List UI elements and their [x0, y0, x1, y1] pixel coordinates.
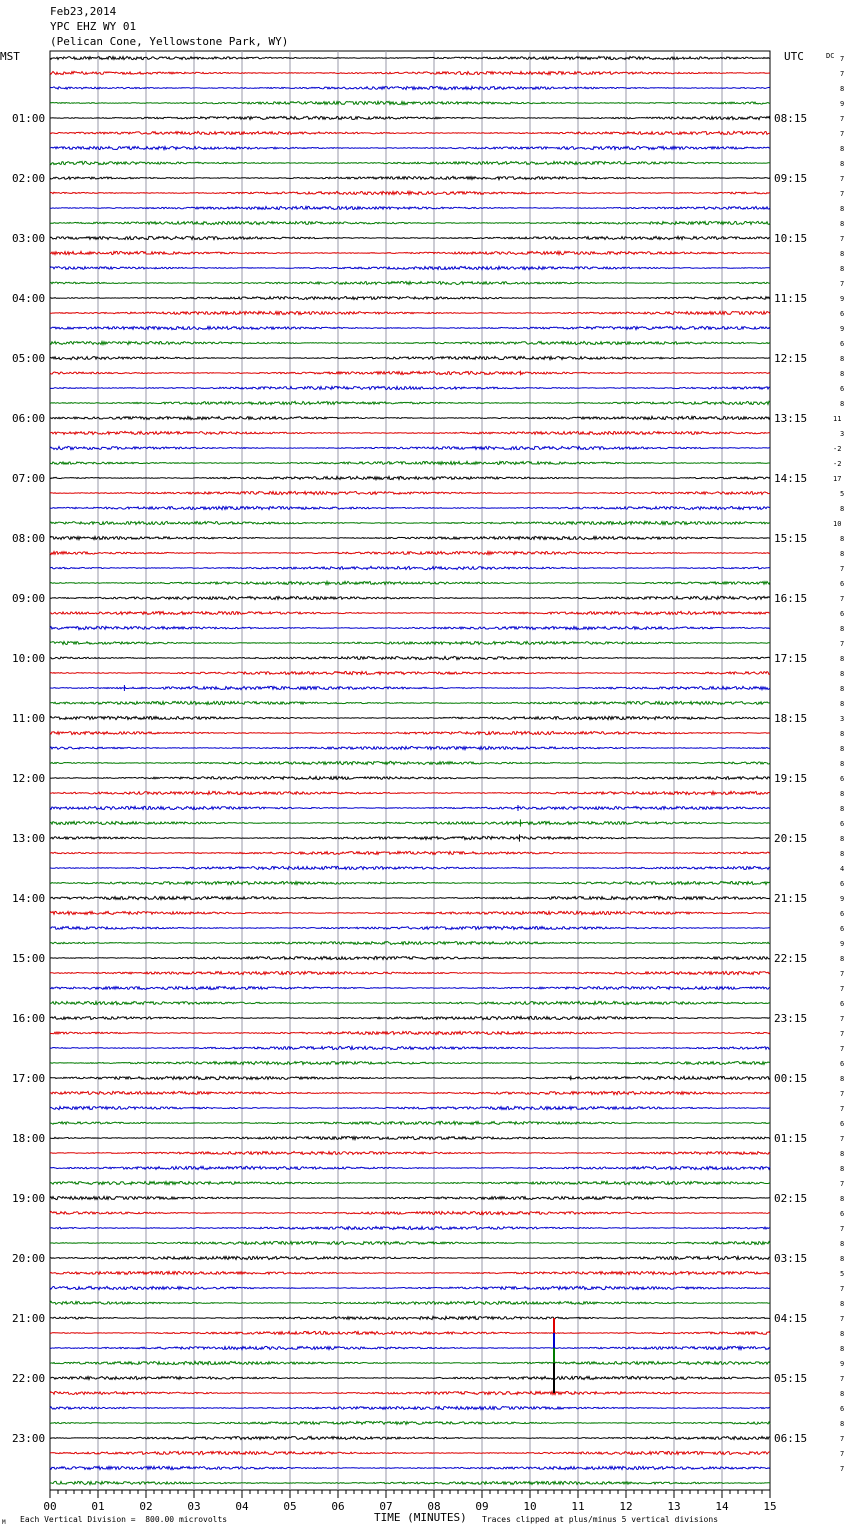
dc-offset-label: 5	[840, 490, 845, 498]
station-location: (Pelican Cone, Yellowstone Park, WY)	[50, 35, 289, 48]
seismic-trace	[50, 866, 770, 869]
dc-offset-label: 5	[840, 1270, 845, 1278]
seismic-trace	[50, 116, 770, 119]
dc-offset-label: 7	[840, 1435, 845, 1443]
dc-offset-label: -2	[833, 460, 842, 468]
seismic-trace	[50, 1407, 770, 1410]
mst-hour-label: 15:00	[12, 952, 46, 965]
x-tick-label: 04	[235, 1500, 249, 1513]
dc-offset-label: 8	[840, 550, 845, 558]
x-tick-label: 11	[571, 1500, 585, 1513]
seismic-trace	[50, 131, 770, 134]
x-axis-label: TIME (MINUTES)	[374, 1511, 467, 1524]
mst-hour-label: 01:00	[12, 112, 46, 125]
dc-offset-label: 7	[840, 1105, 845, 1113]
seismic-trace	[50, 506, 770, 509]
dc-offset-label: 10	[833, 520, 842, 528]
dc-offset-label: 7	[840, 1015, 845, 1023]
dc-offset-label: 8	[840, 400, 845, 408]
seismic-trace	[50, 266, 770, 269]
seismic-trace	[50, 1346, 770, 1349]
seismic-trace	[50, 236, 770, 239]
utc-hour-label: 08:15	[774, 112, 808, 125]
seismic-trace	[50, 791, 770, 794]
dc-offset-label: 8	[840, 685, 845, 693]
seismic-trace	[50, 491, 770, 494]
mst-hour-label: 04:00	[12, 292, 46, 305]
seismic-trace	[50, 371, 770, 374]
x-tick-label: 02	[139, 1500, 153, 1513]
seismic-trace	[50, 1451, 770, 1454]
seismic-trace	[50, 896, 770, 899]
dc-offset-label: 6	[840, 910, 845, 918]
mst-hour-label: 19:00	[12, 1192, 46, 1205]
utc-hour-label: 11:15	[774, 292, 808, 305]
x-tick-label: 12	[619, 1500, 633, 1513]
seismic-trace	[50, 191, 770, 194]
seismic-trace	[50, 161, 770, 164]
dc-offset-label: 8	[840, 1150, 845, 1158]
utc-hour-label: 05:15	[774, 1372, 808, 1385]
dc-offset-label: 8	[840, 505, 845, 513]
seismic-trace	[50, 146, 770, 149]
mst-hour-label: 11:00	[12, 712, 46, 725]
clip-note: Traces clipped at plus/minus 5 vertical divisions	[482, 1515, 719, 1524]
seismic-trace	[50, 56, 770, 59]
dc-offset-label: 8	[840, 760, 845, 768]
dc-offset-label: 6	[840, 820, 845, 828]
dc-offset-label: 7	[840, 1465, 845, 1473]
mst-hour-label: 08:00	[12, 532, 46, 545]
dc-offset-label: 8	[840, 220, 845, 228]
dc-offset-label: 7	[840, 235, 845, 243]
dc-offset-label: 11	[833, 415, 842, 423]
seismic-trace	[50, 611, 770, 614]
dc-offset-label: 6	[840, 925, 845, 933]
seismic-trace	[50, 101, 770, 104]
seismic-trace	[50, 1436, 770, 1439]
mst-hour-label: 14:00	[12, 892, 46, 905]
dc-offset-label: 3	[840, 430, 845, 438]
seismic-trace	[50, 221, 770, 224]
x-tick-label: 07	[379, 1500, 393, 1513]
dc-offset-label: 7	[840, 1045, 845, 1053]
seismic-trace	[50, 956, 770, 959]
dc-offset-label: 6	[840, 385, 845, 393]
seismic-trace	[50, 1376, 770, 1379]
dc-offset-label: 8	[840, 790, 845, 798]
dc-offset-label: 8	[840, 670, 845, 678]
seismic-trace	[50, 641, 770, 644]
utc-hour-label: 16:15	[774, 592, 808, 605]
utc-hour-label: 15:15	[774, 532, 808, 545]
dc-offset-label: 6	[840, 580, 845, 588]
mst-hour-label: 20:00	[12, 1252, 46, 1265]
dc-offset-label: 3	[840, 715, 845, 723]
utc-hour-label: 09:15	[774, 172, 808, 185]
mst-hour-label: 12:00	[12, 772, 46, 785]
seismic-trace	[50, 206, 770, 209]
seismic-trace	[50, 701, 770, 704]
dc-offset-label: 8	[840, 1420, 845, 1428]
seismic-trace	[50, 1331, 770, 1334]
mst-hour-label: 07:00	[12, 472, 46, 485]
mst-hour-label: 21:00	[12, 1312, 46, 1325]
dc-offset-label: 8	[840, 730, 845, 738]
seismic-trace	[50, 1421, 770, 1424]
seismic-trace	[50, 341, 770, 344]
dc-offset-label: 8	[840, 85, 845, 93]
seismic-trace	[50, 1241, 770, 1244]
mst-hour-label: 09:00	[12, 592, 46, 605]
dc-offset-label: 9	[840, 1360, 845, 1368]
mst-hour-label: 16:00	[12, 1012, 46, 1025]
seismic-trace	[50, 1016, 770, 1019]
dc-offset-label: 8	[840, 355, 845, 363]
dc-column-label: DC	[826, 52, 835, 60]
seismic-trace	[50, 971, 770, 974]
dc-offset-label: 8	[840, 1195, 845, 1203]
dc-offset-label: 8	[840, 160, 845, 168]
mst-hour-label: 03:00	[12, 232, 46, 245]
seismic-trace	[50, 1256, 770, 1259]
dc-offset-label: 8	[840, 1075, 845, 1083]
seismic-trace	[50, 686, 770, 689]
seismic-trace	[50, 552, 770, 555]
seismic-trace	[50, 1166, 770, 1169]
dc-offset-label: 6	[840, 340, 845, 348]
seismic-trace	[50, 386, 770, 389]
mst-hour-label: 02:00	[12, 172, 46, 185]
seismic-trace	[50, 326, 770, 329]
dc-offset-label: 8	[840, 205, 845, 213]
dc-offset-label: 8	[840, 250, 845, 258]
dc-offset-label: 8	[840, 655, 845, 663]
seismic-trace	[50, 566, 770, 569]
seismic-trace	[50, 297, 770, 300]
utc-hour-label: 22:15	[774, 952, 808, 965]
x-tick-label: 14	[715, 1500, 729, 1513]
seismic-trace	[50, 1001, 770, 1004]
mst-hour-label: 06:00	[12, 412, 46, 425]
x-tick-label: 09	[475, 1500, 489, 1513]
seismic-trace	[50, 851, 770, 854]
seismic-trace	[50, 1361, 770, 1364]
seismic-trace	[50, 942, 770, 945]
seismic-trace	[50, 416, 770, 419]
seismic-trace	[50, 881, 770, 884]
seismic-trace	[50, 987, 770, 990]
seismic-trace	[50, 731, 770, 734]
utc-hour-label: 21:15	[774, 892, 808, 905]
seismic-trace	[50, 1196, 770, 1199]
dc-offset-label: 8	[840, 370, 845, 378]
dc-offset-label: 7	[840, 70, 845, 78]
dc-offset-label: 4	[840, 865, 845, 873]
dc-offset-label: 8	[840, 1330, 845, 1338]
dc-offset-label: 9	[840, 895, 845, 903]
seismic-trace	[50, 71, 770, 74]
seismic-trace	[50, 1301, 770, 1304]
x-tick-label: 01	[91, 1500, 105, 1513]
dc-offset-label: 6	[840, 775, 845, 783]
utc-hour-label: 19:15	[774, 772, 808, 785]
utc-hour-label: 10:15	[774, 232, 808, 245]
corner-mark: M	[2, 1519, 6, 1526]
plot-frame	[50, 51, 770, 1490]
seismic-trace	[50, 521, 770, 524]
seismic-trace	[50, 1286, 770, 1289]
dc-offset-label: 8	[840, 835, 845, 843]
dc-offset-label: 7	[840, 1285, 845, 1293]
seismic-trace	[50, 746, 770, 749]
seismic-trace	[50, 1046, 770, 1049]
dc-offset-label: 6	[840, 1060, 845, 1068]
seismic-trace	[50, 461, 770, 464]
mst-hour-label: 23:00	[12, 1432, 46, 1445]
right-timezone-label: UTC	[784, 50, 804, 63]
seismic-trace	[50, 176, 770, 179]
dc-offset-label: 8	[840, 145, 845, 153]
utc-hour-label: 06:15	[774, 1432, 808, 1445]
dc-offset-label: 6	[840, 1405, 845, 1413]
dc-offset-label: 7	[840, 1180, 845, 1188]
utc-hour-label: 03:15	[774, 1252, 808, 1265]
x-tick-label: 05	[283, 1500, 297, 1513]
utc-hour-label: 01:15	[774, 1132, 808, 1145]
utc-hour-label: 02:15	[774, 1192, 808, 1205]
plot-date: Feb23,2014	[50, 5, 117, 18]
dc-offset-label: 9	[840, 325, 845, 333]
dc-offset-label: 7	[840, 190, 845, 198]
dc-offset-label: 8	[840, 955, 845, 963]
station-code: YPC EHZ WY 01	[50, 20, 137, 33]
seismic-trace	[50, 596, 770, 599]
seismic-trace	[50, 1466, 770, 1469]
dc-offset-label: 7	[840, 640, 845, 648]
dc-offset-label: 8	[840, 1390, 845, 1398]
dc-offset-label: 8	[840, 1240, 845, 1248]
dc-offset-label: 8	[840, 700, 845, 708]
dc-offset-label: 8	[840, 625, 845, 633]
dc-offset-label: 8	[840, 1300, 845, 1308]
seismic-trace	[50, 446, 770, 449]
seismic-trace	[50, 656, 770, 659]
seismic-trace	[50, 1137, 770, 1140]
seismic-trace	[50, 1227, 770, 1230]
seismic-trace	[50, 1121, 770, 1124]
utc-hour-label: 04:15	[774, 1312, 808, 1325]
dc-offset-label: 6	[840, 1210, 845, 1218]
dc-offset-label: 6	[840, 880, 845, 888]
x-tick-label: 00	[43, 1500, 57, 1513]
x-tick-label: 06	[331, 1500, 345, 1513]
dc-offset-label: 7	[840, 115, 845, 123]
x-tick-label: 10	[523, 1500, 537, 1513]
utc-hour-label: 18:15	[774, 712, 808, 725]
dc-offset-label: 8	[840, 1165, 845, 1173]
seismic-trace	[50, 776, 770, 779]
seismic-trace	[50, 1062, 770, 1065]
seismic-trace	[50, 86, 770, 89]
seismic-trace	[50, 251, 770, 254]
dc-offset-label: 7	[840, 280, 845, 288]
dc-offset-label: -2	[833, 445, 842, 453]
mst-hour-label: 17:00	[12, 1072, 46, 1085]
seismic-trace	[50, 1481, 770, 1484]
seismic-trace	[50, 431, 770, 434]
seismic-trace	[50, 1091, 770, 1094]
seismic-trace	[50, 821, 770, 824]
utc-hour-label: 23:15	[774, 1012, 808, 1025]
seismic-trace	[50, 536, 770, 539]
dc-offset-label: 7	[840, 1090, 845, 1098]
seismic-trace	[50, 1106, 770, 1109]
seismic-trace	[50, 581, 770, 584]
x-tick-label: 08	[427, 1500, 441, 1513]
utc-hour-label: 14:15	[774, 472, 808, 485]
utc-hour-label: 13:15	[774, 412, 808, 425]
seismic-trace	[50, 626, 770, 629]
seismic-trace	[50, 761, 770, 764]
dc-offset-label: 8	[840, 1255, 845, 1263]
dc-offset-label: 7	[840, 1315, 845, 1323]
dc-offset-label: 7	[840, 1375, 845, 1383]
dc-offset-label: 7	[840, 1030, 845, 1038]
dc-offset-label: 7	[840, 55, 845, 63]
dc-offset-label: 8	[840, 1345, 845, 1353]
utc-hour-label: 12:15	[774, 352, 808, 365]
dc-offset-label: 6	[840, 1120, 845, 1128]
dc-offset-label: 9	[840, 295, 845, 303]
seismic-trace	[50, 281, 770, 284]
utc-hour-label: 20:15	[774, 832, 808, 845]
dc-offset-label: 7	[840, 1225, 845, 1233]
dc-offset-label: 7	[840, 970, 845, 978]
left-timezone-label: MST	[0, 50, 20, 63]
dc-offset-label: 8	[840, 745, 845, 753]
dc-offset-label: 17	[833, 475, 842, 483]
mst-hour-label: 10:00	[12, 652, 46, 665]
seismic-trace	[50, 311, 770, 314]
x-tick-label: 13	[667, 1500, 681, 1513]
dc-offset-label: 6	[840, 310, 845, 318]
utc-hour-label: 00:15	[774, 1072, 808, 1085]
seismic-trace	[50, 1151, 770, 1154]
dc-offset-label: 7	[840, 1450, 845, 1458]
dc-offset-label: 8	[840, 805, 845, 813]
dc-offset-label: 8	[840, 535, 845, 543]
mst-hour-label: 22:00	[12, 1372, 46, 1385]
seismic-trace	[50, 476, 770, 479]
dc-offset-label: 9	[840, 100, 845, 108]
seismic-trace	[50, 1211, 770, 1214]
seismic-trace	[50, 1031, 770, 1034]
seismic-trace	[50, 356, 770, 359]
seismic-trace	[50, 1271, 770, 1274]
seismic-trace	[50, 1182, 770, 1185]
dc-offset-label: 7	[840, 1135, 845, 1143]
seismic-trace	[50, 1076, 770, 1079]
dc-offset-label: 9	[840, 940, 845, 948]
dc-offset-label: 7	[840, 175, 845, 183]
utc-hour-label: 17:15	[774, 652, 808, 665]
mst-hour-label: 18:00	[12, 1132, 46, 1145]
seismic-trace	[50, 716, 770, 719]
dc-offset-label: 6	[840, 610, 845, 618]
seismic-trace	[50, 926, 770, 929]
mst-hour-label: 13:00	[12, 832, 46, 845]
dc-offset-label: 8	[840, 850, 845, 858]
seismic-trace	[50, 1392, 770, 1395]
seismic-trace	[50, 806, 770, 809]
x-tick-label: 03	[187, 1500, 201, 1513]
seismic-trace	[50, 1316, 770, 1319]
dc-offset-label: 6	[840, 1000, 845, 1008]
dc-offset-label: 7	[840, 595, 845, 603]
dc-offset-label: 7	[840, 565, 845, 573]
seismic-trace	[50, 671, 770, 674]
x-tick-label: 15	[763, 1500, 777, 1513]
seismic-trace	[50, 836, 770, 839]
dc-offset-label: 8	[840, 265, 845, 273]
scale-note: Each Vertical Division = 800.00 microvolts	[20, 1515, 228, 1524]
dc-offset-label: 7	[840, 985, 845, 993]
seismic-trace	[50, 401, 770, 404]
dc-offset-label: 7	[840, 130, 845, 138]
mst-hour-label: 05:00	[12, 352, 46, 365]
seismic-trace	[50, 911, 770, 914]
